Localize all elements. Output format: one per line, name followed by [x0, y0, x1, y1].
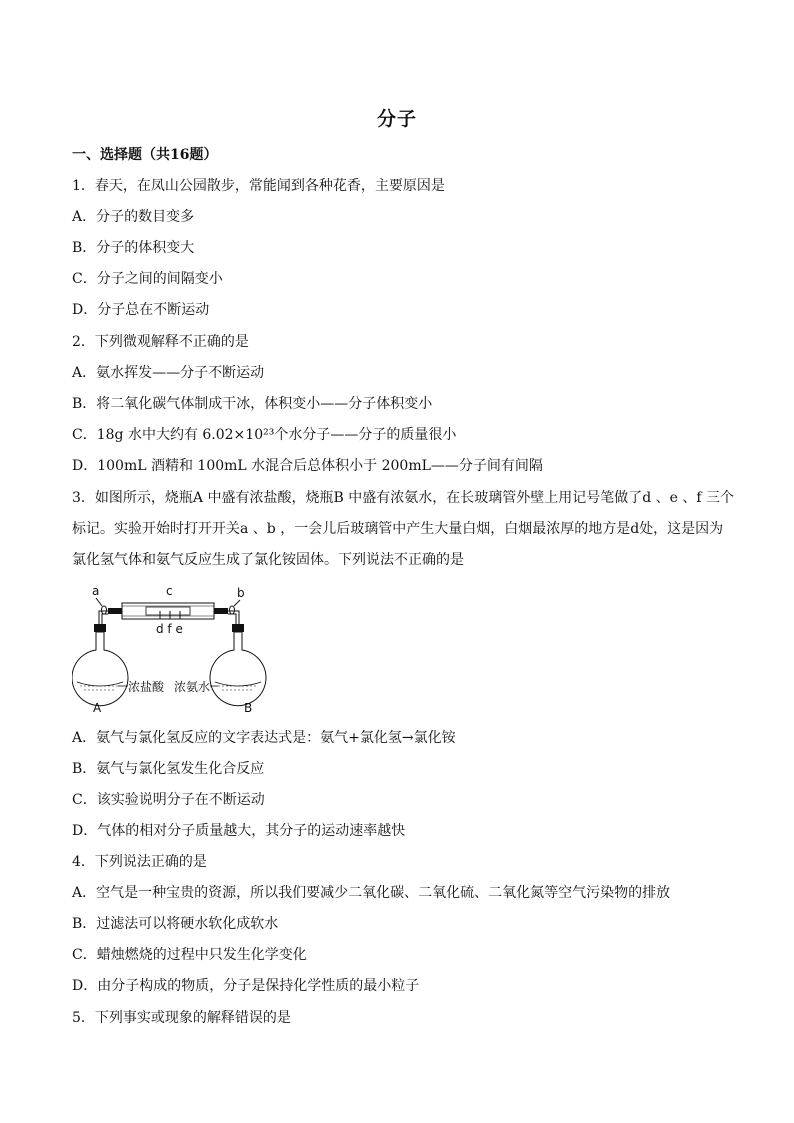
question-1-option-d: D．分子总在不断运动 — [72, 302, 210, 318]
question-1-stem: 1．春天，在凤山公园散步，常能闻到各种花香，主要原因是 — [72, 178, 445, 194]
question-2-option-c: C．18g 水中大约有 6.02×10²³个水分子——分子的质量很小 — [72, 427, 457, 443]
question-3-stem-line-2: 标记。实验开始时打开开关a 、b ，一会儿后玻璃管中产生大量白烟，白烟最浓厚的地方是d处，这是因为 — [72, 521, 724, 537]
question-3-option-b: B．氨气与氯化氢发生化合反应 — [72, 761, 265, 777]
valve-a — [96, 598, 122, 614]
rubber-connector-right — [214, 608, 228, 614]
label-c: c — [166, 584, 173, 598]
question-2-option-b: B．将二氧化碳气体制成干冰，体积变小——分子体积变小 — [72, 396, 433, 412]
question-1-option-c: C．分子之间的间隔变小 — [72, 271, 223, 287]
question-3-stem-line-3: 氯化氢气体和氨气反应生成了氯化铵固体。下列说法不正确的是 — [72, 552, 464, 568]
question-4-option-c: C．蜡烛燃烧的过程中只发生化学变化 — [72, 947, 307, 963]
label-flask-a: A — [93, 701, 102, 715]
flask-b — [210, 624, 266, 706]
apparatus-figure — [72, 578, 292, 718]
rubber-connector-left — [108, 608, 122, 614]
label-flask-b: B — [244, 701, 253, 715]
question-2-option-a: A．氨水挥发——分子不断运动 — [72, 365, 265, 381]
label-nh3: 浓氨水 — [174, 680, 211, 694]
question-2-stem: 2．下列微观解释不正确的是 — [72, 334, 249, 350]
label-marks-dfe: d f e — [156, 622, 183, 636]
flask-a — [72, 624, 128, 706]
page-title: 分子 — [376, 108, 417, 130]
question-5-stem: 5．下列事实或现象的解释错误的是 — [72, 1010, 291, 1026]
question-2-option-d: D．100mL 酒精和 100mL 水混合后总体积小于 200mL——分子间有间隔 — [72, 458, 543, 474]
long-glass-tube — [122, 603, 214, 619]
question-3-option-c: C．该实验说明分子在不断运动 — [72, 792, 265, 808]
section-heading: 一、选择题（共16题） — [72, 147, 218, 163]
label-hcl: 浓盐酸 — [128, 680, 165, 694]
question-3-stem-line-1: 3．如图所示，烧瓶A 中盛有浓盐酸，烧瓶B 中盛有浓氨水，在长玻璃管外壁上用记号笔做了d 、e 、f 三个 — [72, 490, 734, 506]
label-a: a — [92, 584, 100, 598]
question-4-option-a: A．空气是一种宝贵的资源，所以我们要减少二氧化碳、二氧化硫、二氧化氮等空气污染物的排放 — [72, 885, 671, 901]
question-4-option-b: B．过滤法可以将硬水软化成软水 — [72, 916, 279, 932]
question-3-option-d: D．气体的相对分子质量越大，其分子的运动速率越快 — [72, 823, 406, 839]
question-4-stem: 4．下列说法正确的是 — [72, 854, 207, 870]
apparatus-diagram — [72, 578, 292, 718]
label-b: b — [237, 586, 245, 600]
question-1-option-b: B．分子的体积变大 — [72, 240, 195, 256]
valve-b — [214, 600, 240, 614]
question-4-option-d: D．由分子构成的物质，分子是保持化学性质的最小粒子 — [72, 978, 420, 994]
question-3-option-a: A．氨气与氯化氢反应的文字表达式是：氨气+氯化氢→氯化铵 — [72, 730, 456, 746]
question-1-option-a: A．分子的数目变多 — [72, 209, 195, 225]
